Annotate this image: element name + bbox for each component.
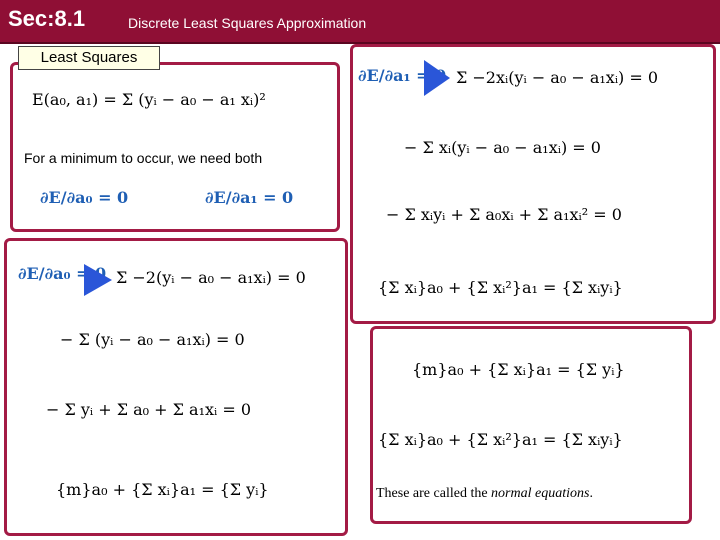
partial-a1-condition: ∂E/∂a₁ = 0 xyxy=(205,188,294,207)
a0-equation-4: {m}a₀ + {Σ xᵢ}a₁ = {Σ yᵢ} xyxy=(56,480,269,499)
right-arrow-icon xyxy=(424,60,450,96)
normal-equation-2: {Σ xᵢ}a₀ + {Σ xᵢ²}a₁ = {Σ xᵢyᵢ} xyxy=(378,430,623,449)
least-squares-label: Least Squares xyxy=(18,46,160,70)
a0-equation-3: − Σ yᵢ + Σ a₀ + Σ a₁xᵢ = 0 xyxy=(46,400,252,419)
error-definition: E(a₀, a₁) = Σ (yᵢ − a₀ − a₁ xᵢ)² xyxy=(32,90,266,109)
right-arrow-icon xyxy=(84,264,112,296)
a1-equation-2: − Σ xᵢ(yᵢ − a₀ − a₁xᵢ) = 0 xyxy=(404,138,601,157)
a0-equation-2: − Σ (yᵢ − a₀ − a₁xᵢ) = 0 xyxy=(60,330,245,349)
partial-a1-label: ∂E/∂a₁ = 0 xyxy=(358,66,447,85)
a1-equation-4: {Σ xᵢ}a₀ + {Σ xᵢ²}a₁ = {Σ xᵢyᵢ} xyxy=(378,278,623,297)
minimum-condition: For a minimum to occur, we need both xyxy=(24,150,263,166)
a1-equation-3: − Σ xᵢyᵢ + Σ a₀xᵢ + Σ a₁xᵢ² = 0 xyxy=(386,205,622,224)
section-title: Sec:8.1 xyxy=(8,6,86,31)
normal-equations-caption: These are called the normal equations. xyxy=(376,486,593,501)
a0-equation-1: Σ −2(yᵢ − a₀ − a₁xᵢ) = 0 xyxy=(116,268,306,287)
header-bar xyxy=(0,0,720,44)
partial-a0-condition: ∂E/∂a₀ = 0 xyxy=(40,188,129,207)
partial-a0-label: ∂E/∂a₀ = 0 xyxy=(18,264,107,283)
normal-equation-1: {m}a₀ + {Σ xᵢ}a₁ = {Σ yᵢ} xyxy=(412,360,625,379)
a1-equation-1: Σ −2xᵢ(yᵢ − a₀ − a₁xᵢ) = 0 xyxy=(456,68,659,87)
slide-title: Discrete Least Squares Approximation xyxy=(128,15,367,31)
